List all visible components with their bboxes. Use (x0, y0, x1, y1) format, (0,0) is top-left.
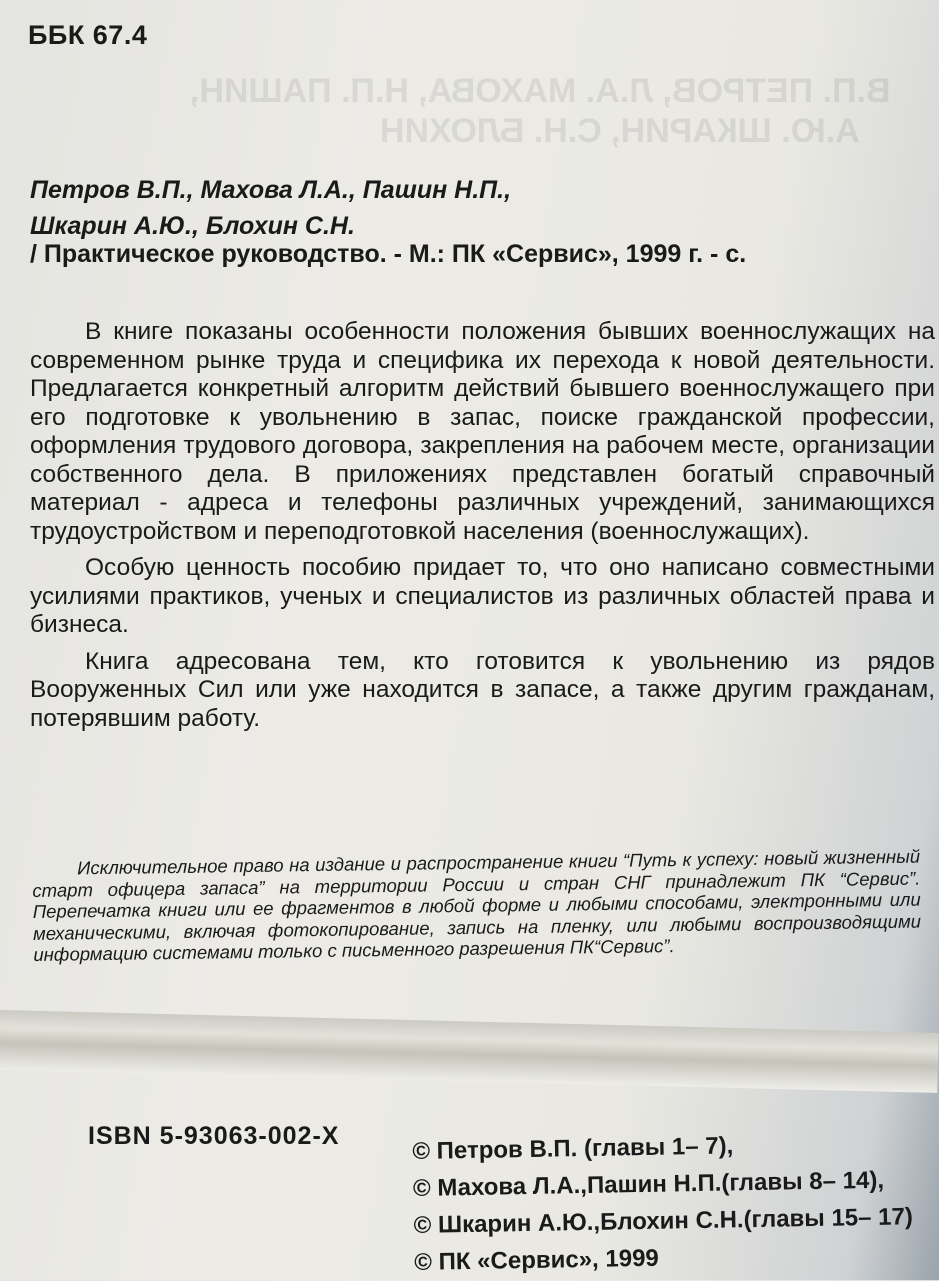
abstract-paragraph-2: Особую ценность пособию придает то, что оно написано совместными усилиями практиков, ученых и специалистов из различных областей права и бизнеса. (30, 554, 935, 638)
bleed-through-line-1: В.П. ПЕТРОВ, Л.А. МАХОВА, Н.П. ПАШИН, (190, 72, 891, 110)
isbn: ISBN 5-93063-002-X (88, 1122, 340, 1150)
abstract-paragraph-3: Книга адресована тем, кто готовится к увольнению из рядов Вооруженных Сил или уже находится в запасе, а также другим гражданам, потерявшим работу. (30, 647, 935, 732)
rights-notice: Исключительное право на издание и распространение книги “Путь к успеху: новый жизненный старт офицера запаса” на территории России и стран СНГ принадлежит ПК “Сервис”. Перепечатка книги или ее фрагментов в любой форме и любыми способами, электронными или механическими, включая фотокопирование, запись на пленку, или любыми воспроизводящими информацию системами только с письменного разрешения ПК“Сервис”. (32, 845, 922, 965)
copyright-line: © ПК «Сервис», 1999 (414, 1244, 660, 1276)
copyright-line: © Петров В.П. (главы 1– 7), (412, 1132, 734, 1165)
copyright-line: © Шкарин А.Ю.,Блохин С.Н.(главы 15– 17) (413, 1203, 914, 1239)
bibliographic-title-line: / Практическое руководство. - М.: ПК «Сервис», 1999 г. - с. (30, 240, 747, 268)
abstract (30, 318, 935, 741)
bbk-code: ББК 67.4 (28, 20, 148, 50)
page-fold (0, 1010, 939, 1093)
authors-line-2: Шкарин А.Ю., Блохин С.Н. (30, 212, 355, 240)
authors-line-1: Петров В.П., Махова Л.А., Пашин Н.П., (30, 176, 512, 204)
authors-block (30, 172, 511, 244)
abstract-paragraph-1: В книге показаны особенности положения бывших военнослужащих на современном рынке труда и специфика их перехода к новой деятельности. Предлагается конкретный алгоритм действий бывшего военнослужащего при его подготовке к увольнению в запас, поиске гражданской профессии, оформления трудового договора, закрепления на рабочем месте, организации собственного дела. В приложениях представлен богатый справочный материал - адреса и телефоны различных учреждений, занимающихся трудоустройством и переподготовкой населения (военнослужащих). (30, 318, 935, 545)
copyright-list (412, 1124, 914, 1281)
copyright-line: © Махова Л.А.,Пашин Н.П.(главы 8– 14), (412, 1166, 885, 1202)
bleed-through-line-2: А.Ю. ШКАРИН, С.Н. БЛОХИН (380, 112, 860, 150)
